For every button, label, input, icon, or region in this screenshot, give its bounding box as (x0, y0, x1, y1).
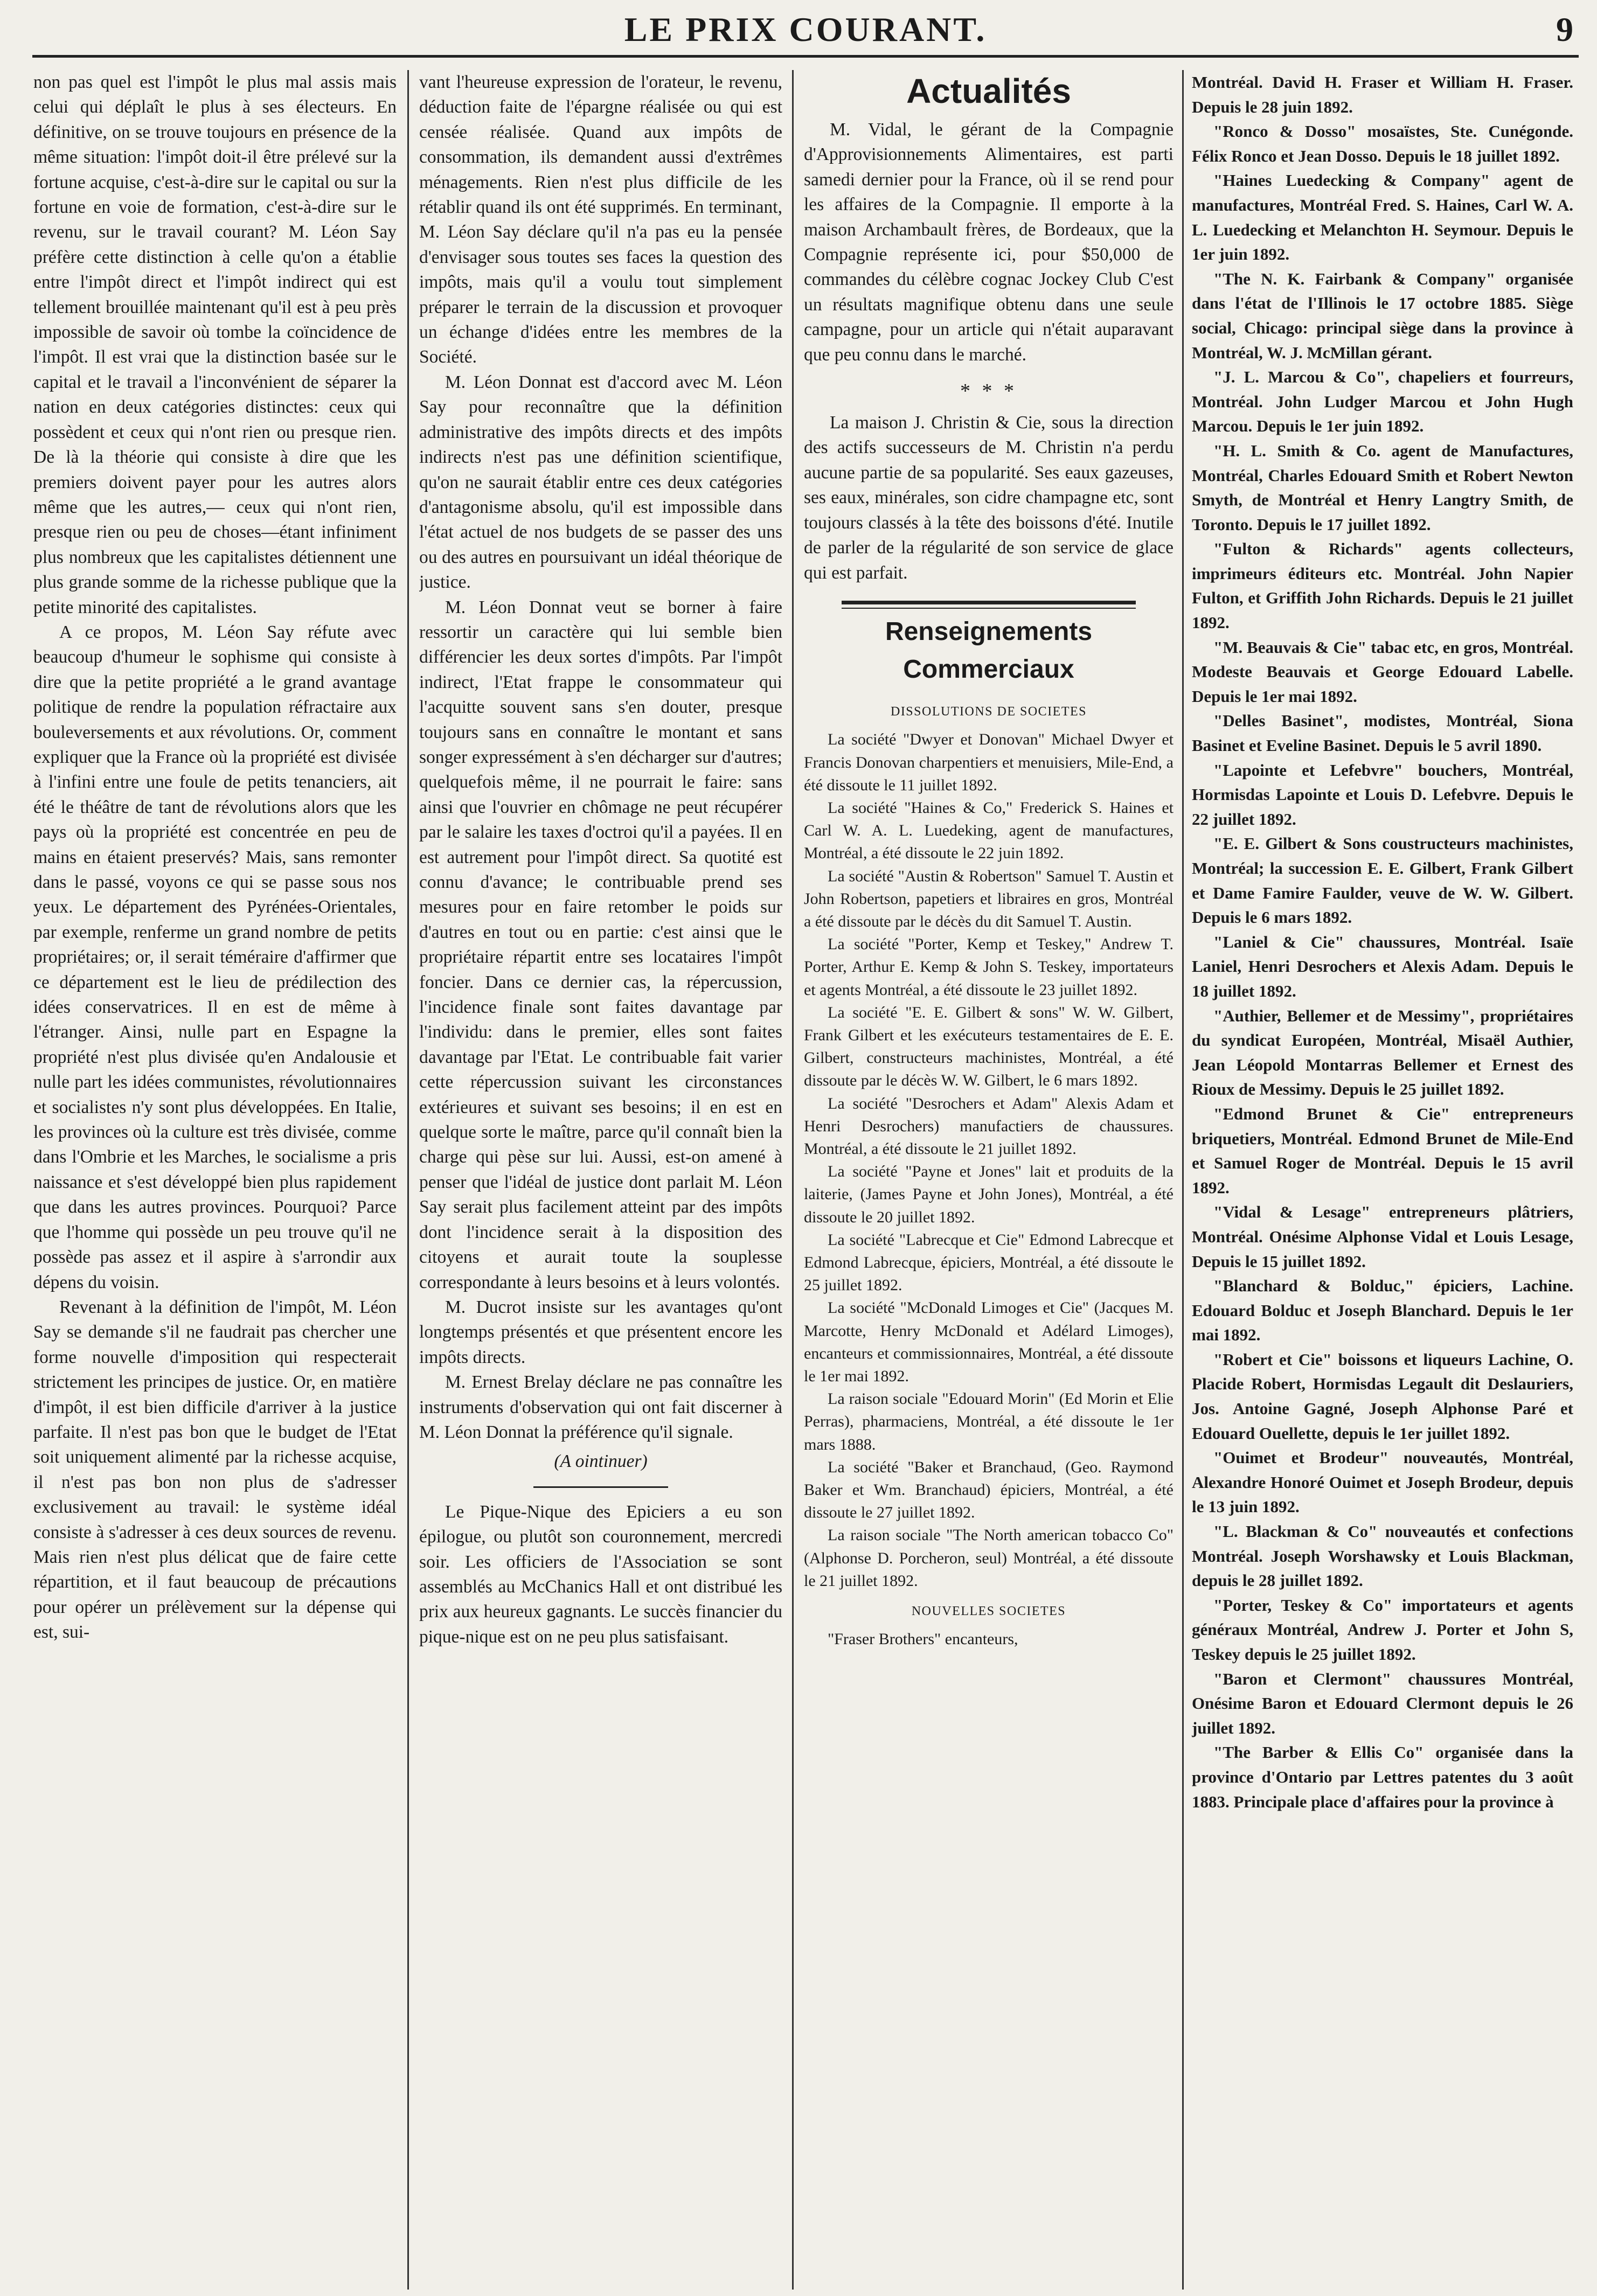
list-item: "Ronco & Dosso" mosaïstes, Ste. Cunégonde. Félix Ronco et Jean Dosso. Depuis le 18 juillet 1892. (1192, 122, 1573, 165)
list-item: La raison sociale "The North american tobacco Co" (Alphonse D. Porcheron, seul) Montréal, a été dissoute le 21 juillet 1892. (804, 1526, 1174, 1590)
list-item: "M. Beauvais & Cie" tabac etc, en gros, Montréal. Modeste Beauvais et George Edouard Labelle. Depuis le 1er mai 1892. (1192, 637, 1573, 706)
list-item: "Porter, Teskey & Co" importateurs et agents généraux Montréal, Andrew J. Porter et John S, Teskey depuis le 25 juillet 1892. (1192, 1595, 1573, 1664)
list-item: La société "Baker et Branchaud, (Geo. Raymond Baker et Wm. Branchaud) épiciers, Montréal, a été dissoute le 27 juillet 1892. (804, 1458, 1174, 1522)
list-item: "The Barber & Ellis Co" organisée dans la province d'Ontario par Lettres patentes du 3 août 1883. Principale place d'affaires pour la province à (1192, 1743, 1573, 1811)
list-item: "Haines Luedecking & Company" agent de manufactures, Montréal Fred. S. Haines, Carl W. A. L. Luedecking et Melanchton H. Seymour. Depuis le 1er juin 1892. (1192, 171, 1573, 264)
list-item: La société "McDonald Limoges et Cie" (Jacques M. Marcotte, Henry McDonald et Adélard Limoges), encanteurs et commissionnaires, Montréal, a été dissoute le 1er mai 1892. (804, 1299, 1174, 1385)
column-rule (407, 70, 409, 2290)
list-item: "Vidal & Lesage" entrepreneurs plâtriers, Montréal. Onésime Alphonse Vidal et Louis Lesage, Depuis le 15 juillet 1892. (1192, 1202, 1573, 1271)
page-number: 9 (1556, 10, 1573, 48)
paragraph: M. Vidal, le gérant de la Compagnie d'Approvisionnements Alimentaires, est parti samedi dernier pour la France, où il se rend pour les affaires de la Compagnie. Il emporte à la maison Archambault frères, de Bordeaux, que la Compagnie représente ici, pour $50,000 de commandes du célèbre cognac Jockey Club C'est un résultats magnifique obtenu dans une seule campagne, pour un article qui n'était auparavant que peu connu dans le marché. (804, 120, 1174, 365)
paragraph: vant l'heureuse expression de l'orateur, le revenu, déduction faite de l'épargne réalisée ou qui est censée réalisée. Quand aux impôts de consommation, ils demandent aussi d'extrêmes ménagements. Rien n'est plus difficile de les rétablir quand ils ont été supprimés. En terminant, M. Léon Say déclare qu'il n'a pas eu la pensée d'envisager sous toutes ses faces la question des impôts, mais qu'il a voulu tout simplement préparer le terrain de la discussion et provoquer un échange d'idées entre les membres de la Société. (419, 72, 782, 367)
paragraph: A ce propos, M. Léon Say réfute avec beaucoup d'humeur le sophisme qui consiste à dire que la petite propriété a le grand avantage politique de rendre la population réfractaire aux bouleversements et aux révolutions. Or, comment expliquer que la France où la propriété est divisée à l'infini entre une foule de petits tenanciers, ait été le théâtre de tant de révolutions alors que les pays où la propriété est concentrée en peu de mains en étaient preservés? Mais, sans remonter dans le passé, voyons ce qui se passe sous nos yeux. Le département des Pyrénées-Orientales, par exemple, renferme un grand nombre de petits propriétaires; or, il serait téméraire d'affirmer que ce département est le lieu de prédilection des idées conservatrices. Il en est de même à l'étranger. Ainsi, nulle part en Espagne la propriété n'est plus divisée qu'en Andalousie et nulle part les idées communistes, révolutionnaires et socialistes n'y sont plus développées. En Italie, les provinces où la culture est très divisée, comme dans l'Ombrie et les Marches, le socialisme a pris naissance et s'est développé bien plus rapidement que dans les autres provinces. Pourquoi? Parce que l'homme qui possède un peu trouve qu'il ne possède pas assez et il aspire à s'arrondir aux dépens du voisin. (33, 622, 397, 1292)
dissolutions-list (804, 728, 1174, 1592)
list-item: "H. L. Smith & Co. agent de Manufactures, Montréal, Charles Edouard Smith et Robert Newton Smyth, de Montréal et Henry Langtry Smith, de Toronto. Depuis le 17 juillet 1892. (1192, 441, 1573, 534)
list-item: "Edmond Brunet & Cie" entrepreneurs briquetiers, Montréal. Edmond Brunet de Mile-End et Samuel Roger de Montréal. Depuis le 15 avril 1892. (1192, 1104, 1573, 1197)
list-item: "E. E. Gilbert & Sons coustructeurs machinistes, Montréal; la succession E. E. Gilbert, Frank Gilbert et Dame Famire Faulder, veuve de W. W. Gilbert. Depuis le 6 mars 1892. (1192, 834, 1573, 927)
list-item: "The N. K. Fairbank & Company" organisée dans l'état de l'Illinois le 17 octobre 1885. Siège social, Chicago: principal siège dans la province à Montréal, W. J. McMillan gérant. (1192, 269, 1573, 362)
paragraph: M. Ernest Brelay déclare ne pas connaître les instruments d'observation qui ont fait discerner à M. Léon Donnat la préférence qu'il signale. (419, 1372, 782, 1442)
column-rule (1182, 70, 1184, 2290)
paragraph: La maison J. Christin & Cie, sous la direction des actifs successeurs de M. Christin n'a perdu aucune partie de sa popularité. Ses eaux gazeuses, ses eaux, minérales, son cidre champagne etc, sont toujours classés à la tête des boissons d'été. Inutile de parler de la régularité de son service de glace qui est parfait. (804, 413, 1174, 583)
list-item: La raison sociale "Edouard Morin" (Ed Morin et Elie Perras), pharmaciens, Montréal, a été dissoute le 1er mars 1888. (804, 1390, 1174, 1453)
column-1 (33, 70, 397, 2284)
list-item: La société "Austin & Robertson" Samuel T. Austin et John Robertson, papetiers et libraires en gros, Montréal a été dissoute par le décès du dit Samuel T. Austin. (804, 867, 1174, 930)
paragraph: M. Ducrot insiste sur les avantages qu'ont longtemps présentés et que présentent encore les impôts directs. (419, 1297, 782, 1367)
asterism-divider: * * * (960, 380, 1017, 403)
paragraph: M. Léon Donnat veut se borner à faire ressortir un caractère qui lui semble bien différencier les deux sortes d'impôts. Par l'impôt indirect, l'Etat frappe le consommateur qui l'acquitte souvent sans s'en douter, presque toujours sans en connaître le montant et sans songer expressément à s'en décharger sur d'autres; quelquefois même, il ne pourrait le faire: sans ainsi que l'ouvrier en chômage ne peut récupérer par le salaire les taxes d'octroi qu'il a payées. Il en est autrement pour l'impôt direct. Sa quotité est connu d'avance; le contribuable prend ses mesures pour en faire retomber le poids sur d'autres en tout ou en partie: c'est ainsi que le propriétaire répartit entre ses locataires l'impôt foncier. Dans ce dernier cas, la répercussion, l'incidence finale sont faites davantage par l'individu: dans le premier, elles sont faites davantage par l'Etat. Le contribuable fait varier cette répercussion suivant les circonstances extérieures et suivant ses besoins; il en est en quelque sorte le maître, parce qu'il connaît bien la charge qui pèse sur lui. Aussi, est-on amené à penser que l'idéal de justice dont parlait M. Léon Say serait plus facilement atteint par des impôts dont l'incidence serait à la disposition des citoyens et aurait toute la souplesse correspondante à leurs besoins et à leurs volontés. (419, 597, 782, 1292)
section-divider (842, 608, 1136, 609)
column-4 (1192, 70, 1573, 2284)
continued-note: (A ointinuer) (554, 1451, 648, 1472)
list-item: Montréal. David H. Fraser et William H. Fraser. Depuis le 28 juin 1892. (1192, 73, 1573, 116)
page-header (32, 5, 1579, 58)
list-item: "Baron et Clermont" chaussures Montréal, Onésime Baron et Edouard Clermont depuis le 26 juillet 1892. (1192, 1669, 1573, 1737)
list-item: "J. L. Marcou & Co", chapeliers et fourreurs, Montréal. John Ludger Marcou et John Hugh Marcou. Depuis le 1er juin 1892. (1192, 367, 1573, 436)
list-item: La société "Porter, Kemp et Teskey," Andrew T. Porter, Arthur E. Kemp & John S. Teskey, importateurs et agents Montréal, a été dissoute le 23 juillet 1892. (804, 935, 1174, 999)
list-item: La société "Haines & Co," Frederick S. Haines et Carl W. A. L. Luedeking, agent de manufactures, Montréal, a été dissoute le 22 juin 1892. (804, 798, 1174, 862)
list-item: "Laniel & Cie" chaussures, Montréal. Isaïe Laniel, Henri Desrochers et Alexis Adam. Depuis le 18 juillet 1892. (1192, 932, 1573, 1000)
paragraph: M. Léon Donnat est d'accord avec M. Léon Say pour reconnaître que la définition administrative des impôts directs et des impôts indirects n'est pas une définition scientifique, qu'on ne saurait établir entre ces deux catégories d'antagonisme absolu, qu'il est impossible dans l'état actuel de nos budgets de se passer des uns ou des autres en poursuivant un idéal théorique de justice. (419, 372, 782, 593)
paragraph: Le Pique-Nique des Epiciers a eu son épilogue, ou plutôt son couronnement, mercredi soir. Les officiers de l'Association se sont assemblés au McChanics Hall et ont distribué les prix aux heureux gagnants. Le succès financier du pique-nique est on ne peu plus satisfaisant. (419, 1501, 782, 1647)
masthead-title: LE PRIX COURANT. (624, 10, 987, 48)
list-item: "Fulton & Richards" agents collecteurs, imprimeurs éditeurs etc. Montréal. John Napier Fulton, et Griffith John Richards. Depuis le 21 juillet 1892. (1192, 539, 1573, 632)
column-2 (419, 70, 782, 2284)
column-3 (804, 70, 1174, 2284)
section-divider (533, 1486, 668, 1488)
section-title-renseignements: Renseignements Commerciaux (885, 617, 1093, 684)
list-item: La société "Dwyer et Donovan" Michael Dwyer et Francis Donovan charpentiers et menuisiers, Mile-End, a été dissoute le 11 juillet 1892. (804, 730, 1174, 794)
subheading-nouvelles: NOUVELLES SOCIETES (911, 1604, 1066, 1619)
list-item: La société "Labrecque et Cie" Edmond Labrecque et Edmond Labrecque, épiciers, Montréal, a été dissoute le 25 juillet 1892. (804, 1230, 1174, 1295)
paragraph: non pas quel est l'impôt le plus mal assis mais celui qui déplaît le plus à ses électeurs. En définitive, on se trouve toujours en présence de la même situation: l'impôt doit-il être prélevé sur la fortune acquise, c'est-à-dire sur le capital ou sur la fortune en voie de formation, c'est-à-dire sur le revenu, sur le travail courant? M. Léon Say préfère cette distinction à celle qu'on a établie entre l'impôt direct et l'impôt indirect qui est tellement brouillée maintenant qu'il est à peu près impossible de savoir où tombe la coïncidence de l'impôt. Il est vrai que la distinction basée sur le capital et le travail a l'inconvénient de séparer la nation en deux catégories distinctes: ceux qui possèdent et ceux qui n'ont rien ou presque rien. De là la théorie qui consiste à dire que les premiers doivent payer pour les autres alors même que les autres,— ceux qui n'ont rien, presque rien ou peu de choses—étant infiniment plus nombreux que les capitalistes détiennent une plus grande somme de la richesse publique que la petite minorité des capitalistes. (33, 72, 397, 617)
section-title-actualites: Actualités (906, 72, 1071, 110)
subheading-dissolutions: DISSOLUTIONS DE SOCIETES (890, 704, 1087, 719)
list-item: La société "Payne et Jones" lait et produits de la laiterie, (James Payne et John Jones), Montréal, a été dissoute le 20 juillet 1892. (804, 1163, 1174, 1226)
list-item: "Blanchard & Bolduc," épiciers, Lachine. Edouard Bolduc et Joseph Blanchard. Depuis le 1er mai 1892. (1192, 1276, 1573, 1345)
list-item: "Authier, Bellemer et de Messimy", propriétaires du syndicat Européen, Montréal, Misaël Authier, Jean Léopold Montarras Bellemer et Ernest des Rioux de Messimy. Depuis le 25 juillet 1892. (1192, 1006, 1573, 1099)
list-item: La société "E. E. Gilbert & sons" W. W. Gilbert, Frank Gilbert et les exécuteurs testamentaires de E. E. Gilbert, constructeurs machinistes, Montréal, a été dissoute par le décès W. W. Gilbert, le 6 mars 1892. (804, 1003, 1174, 1090)
column-rule (792, 70, 794, 2290)
nouvelles-list (804, 1628, 1174, 1651)
list-item: "Ouimet et Brodeur" nouveautés, Montréal, Alexandre Honoré Ouimet et Joseph Brodeur, depuis le 13 juin 1892. (1192, 1448, 1573, 1516)
list-item: "Robert et Cie" boissons et liqueurs Lachine, O. Placide Robert, Hormisdas Legault dit Deslauriers, Jos. Antoine Gagné, Joseph Alphonse Paré et Edouard Ouellette, depuis le 1er juillet 1892. (1192, 1349, 1573, 1443)
paragraph: Revenant à la définition de l'impôt, M. Léon Say se demande s'il ne faudrait pas chercher une forme nouvelle d'imposition qui respecterait strictement les principes de justice. Or, en matière d'impôt, il est bien difficile d'arriver à la justice parfaite. Il n'est pas bon que le budget de l'Etat soit uniquement alimenté par la richesse acquise, il n'est pas bon non plus de s'adresser exclusivement au travail: le système idéal consiste à s'adresser à ces deux sources de revenu. Mais rien n'est plus délicat que de faire cette répartition, et il faut beaucoup de précautions pour opérer un prélèvement sur la dépense qui est, sui- (33, 1297, 397, 1643)
list-item: "Lapointe et Lefebvre" bouchers, Montréal, Hormisdas Lapointe et Louis D. Lefebvre. Depuis le 22 juillet 1892. (1192, 760, 1573, 829)
list-item: "Delles Basinet", modistes, Montréal, Siona Basinet et Eveline Basinet. Depuis le 5 avril 1890. (1192, 711, 1573, 755)
list-item: La société "Desrochers et Adam" Alexis Adam et Henri Desrochers) manufactiers de chaussures. Montréal, a été dissoute le 21 juillet 1892. (804, 1094, 1174, 1158)
list-item: "L. Blackman & Co" nouveautés et confections Montréal. Joseph Worshawsky et Louis Blackman, depuis le 28 juillet 1892. (1192, 1522, 1573, 1590)
section-divider (842, 601, 1136, 604)
list-item: "Fraser Brothers" encanteurs, (828, 1630, 1018, 1648)
